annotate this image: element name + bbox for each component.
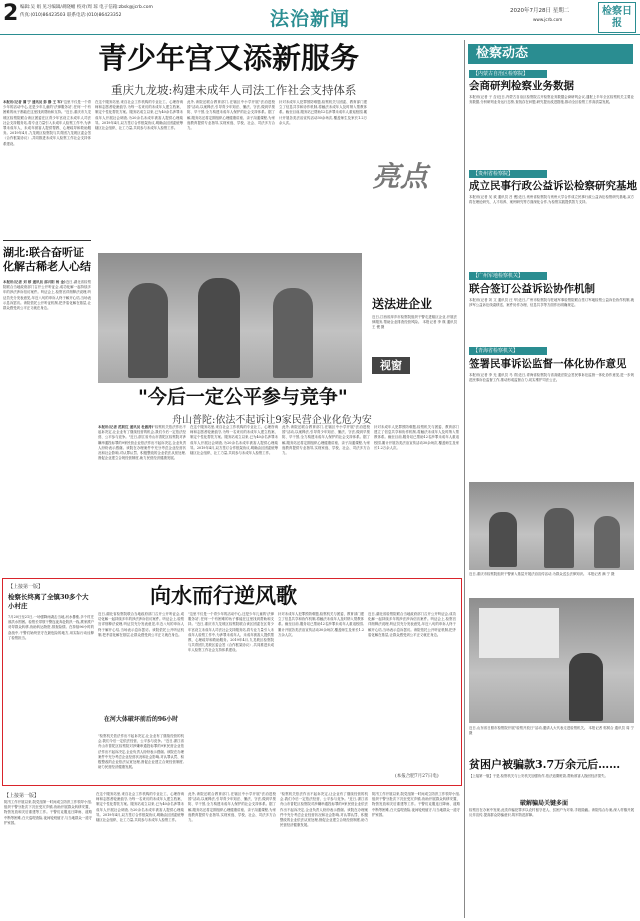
rail-story-title: 贫困户被骗款3.7万余元后…… xyxy=(469,758,621,771)
lead-col4: 针对未成年人犯罪预防难题,检察机关与团委、教育部门建立了信息共享和协作机制,将触法未成年人及时纳入帮教体系。截至目前,服务站已帮助12名涉罪未成年人重返校园,累计开展各类法治宣传活动30余场次,覆盖师生及家长1.2万余人次。 xyxy=(279,100,367,125)
lead-col1-text: "这里不仅是一个青少年的活动中心,还是少年儿童的'法律服务站',任何一个有困难的孩子都能在这里找到帮助和支持。"近日,重庆市九龙坡区检察院联合该区团委在区青少年宫设立未成年人司法社会支持服务站,将专业力量引入未成年人检察工作中,为涉罪未成年人、未成年被害人提供帮教、心理疏导和救助服务。2019年4月,九龙坡区检察院与共青团九龙坡区委会签《合作框架协议》,共同推进未成年人检察工作社会支持体系建设。 xyxy=(3,100,91,146)
mid-col4: 针对未成年人犯罪预防难题,检察机关与团委、教育部门建立了信息共享和协作机制,将触法未成年人及时纳入帮教体系。截至目前,服务站已帮助12名涉罪未成年人重返校园,累计开展各类法治宣传活动30余场次,覆盖师生及家长1.2万余人次。 xyxy=(374,425,459,450)
rail-story-body2: 检察官在办案中发现,此类诈骗犯罪多以农村留守老人、贫困户为对象,手段隐蔽。该院结合办案,深入村镇开展反诈宣传,提高群众防骗意识,筑牢防范屏障。 xyxy=(469,808,634,818)
column-logo: 检察动态 xyxy=(468,44,633,64)
page-number: 2 xyxy=(3,1,19,26)
lead-title: 青少年宫又添新服务 xyxy=(98,41,360,75)
featured-col4: 针对未成年人犯罪预防难题,检察机关与团委、教育部门建立了信息共享和协作机制,将触法未成年人及时纳入帮教体系。截至目前,服务站已帮助12名涉罪未成年人重返校园,累计开展各类法治宣传活动30余场次,覆盖师生及家长1.2万余人次。 xyxy=(278,612,364,637)
rail-title-4: 签署民事诉讼监督一体化协作意见 xyxy=(469,358,627,370)
rail-ribbon-4: 【青海省检察机关】 xyxy=(469,347,547,355)
mid-col3: 此外,该院还联合教育部门,在辖区中小学开展"法治进校园"活动,以案释法,引导青少年知法、懂法、守法,做到早预防、早干预,全力构建未成年人保护的社会支持体系。据了解,服务站还将定期组织心理健康讲座、亲子沟通课程,为家庭教育提供专业指导,实现家庭、学校、社会、司法多方合力。 xyxy=(282,425,370,456)
mid-title: "今后一定公平参与竞争" xyxy=(138,386,348,408)
featured-kicker: 【上接第一版】 xyxy=(8,584,44,590)
bottom-col3: 此外,该院还联合教育部门,在辖区中小学开展"法治进校园"活动,以案释法,引导青少年知法、懂法、守法,做到早预防、早干预,全力构建未成年人保护的社会支持体系。据了解,服务站还将定期组织心理健康讲座、亲子沟通课程,为家庭教育提供专业指导,实现家庭、学校、社会、司法多方合力。 xyxy=(188,792,276,823)
photo-caption: 近日,江西省萍乡市检察院组织干警走进辖区企业,开展法律服务,帮助企业排查经营风险。 本报记者 李 瑛 通讯员 王 俊 摄 xyxy=(372,315,457,330)
rail-ribbon-2: 【贵州省检察院】 xyxy=(469,170,547,178)
lead-col1 xyxy=(3,100,91,235)
rail-photo-1-caption: 近日,重庆市检察院组织干警深入基层开展法治宣传活动,为群众送去法律知识。 本报记者 满 宁 摄 xyxy=(469,572,615,576)
rail-story-subhead: 破解骗局关键多面 xyxy=(520,800,569,807)
section-title: 法治新闻 xyxy=(270,8,351,30)
bottom-col5: 防汛工作开展以来,院党组第一时间成立防汛工作领导小组,组织干警分批次下沉至受灾乡镇,协助开展群众转移安置、物资发放和灾后重建等工作。干警们克服连日降雨、道路中断等困难,白天巡堤查险,夜间轮班值守,与当地群众一道守护家园。 xyxy=(372,792,460,817)
bottom-kicker: 【上接第一版】 xyxy=(4,793,40,799)
featured-col5: 近日,湖北省检察院联合当地政府部门召开公开听证会,成功化解一起持续多年的涉法涉诉信访案件。听证会上,检察官详细释法说理,听证员充分发表意见,年近八旬的申诉人终于解开心结,当场表示息诉罢访。该院依托公开听证机制,把矛盾化解在基层,让群众感受到公平正义就在身边。 xyxy=(368,612,456,637)
mid-body-text: "检察机关依法作出不起诉决定,让企业有了继续经营的机会,我们今后一定依法经营、公平参与竞争。"近日,浙江省舟山市普陀区检察院对涉嫌串通投标罪的9家民营企业依法作出不起诉决定,企业负责人纷纷表示感谢。该院在办理案件中充分考虑企业经营状况和社会影响,对认罪认罚、积极整改的企业依法从宽处理,督促企业建立合规经营制度,助力民营经济健康发展。 xyxy=(98,425,186,461)
rail-title-1: 会商研判检察业务数据 xyxy=(469,80,574,92)
newspaper-seal: 检察日报 xyxy=(598,2,636,33)
rail-body-2: 本报讯(记者 吴 欢 通讯员 吕 俊)近日,贵州省检察院与贵州大学合作成立民事行政公益诉讼检察研究基地,双方将在理论研究、人才培养、案例研究等方面深化合作,为检察实践提供智力支持。 xyxy=(469,195,634,205)
rail-ribbon-3: 【广州军地检察机关】 xyxy=(469,272,547,280)
header-rule xyxy=(0,34,640,35)
rail-title-3: 联合签订公益诉讼协作机制 xyxy=(469,283,595,295)
column-separator xyxy=(464,40,465,918)
featured-col1: 7月20日至21日,一场强降雨袭击当地,河水暴涨,多个村庄被洪水围困。检察长带领干警连夜奔赴防汛一线,挨家挨户劝导群众转移,协助转运物资,排查险情。在持续96小时的奋战中,干警们始终坚守在最危险的地方,用实际行动诠释了检察担当。 xyxy=(8,615,94,640)
rail-story-kicker: 【上接第一版】 xyxy=(469,774,493,778)
rail-story-body: 于是,检察机关与公安机关加强协作,依法追缴赃款,帮助被害人挽回经济损失。 xyxy=(492,774,608,778)
issue-date: 2020年7月28日 星期二 xyxy=(510,8,570,14)
featured-col3: "这里不仅是一个青少年的活动中心,还是少年儿童的'法律服务站',任何一个有困难的孩子都能在这里找到帮助和支持。"近日,重庆市九龙坡区检察院联合该区团委在区青少年宫设立未成年人司法社会支持服务站,将专业力量引入未成年人检察工作中,为涉罪未成年人、未成年被害人提供帮教、心理疏导和救助服务。2019年4月,九龙坡区检察院与共青团九龙坡区委会签《合作框架协议》,共同推进未成年人检察工作社会支持体系建设。 xyxy=(188,612,274,653)
rail-photo-1 xyxy=(469,482,634,570)
site-url[interactable]: www.jcrb.com xyxy=(533,17,563,22)
bottom-col4: "检察机关依法作出不起诉决定,让企业有了继续经营的机会,我们今后一定依法经营、公平参与竞争。"近日,浙江省舟山市普陀区检察院对涉嫌串通投标罪的9家民营企业依法作出不起诉决定,企业负责人纷纷表示感谢。该院在办理案件中充分考虑企业经营状况和社会影响,对认罪认罚、积极整改的企业依法从宽处理,督促企业建立合规经营制度,助力民营经济健康发展。 xyxy=(280,792,368,828)
header-line1: 编辑:吴 娟 见习编辑/胡晓嵋 校对/周 琼 电子信箱:zbsk@jcrb.com xyxy=(20,5,153,10)
highlight-badge: 亮点 xyxy=(372,160,429,193)
lead-col3: 此外,该院还联合教育部门,在辖区中小学开展"法治进校园"活动,以案释法,引导青少年知法、懂法、守法,做到早预防、早干预,全力构建未成年人保护的社会支持体系。据了解,服务站还将定期组织心理健康讲座、亲子沟通课程,为家庭教育提供专业指导,实现家庭、学校、社会、司法多方合力。 xyxy=(187,100,275,131)
header-line2: 传真:(010)86423503 联系电话:(010)86423352 xyxy=(20,13,122,18)
side-title: 湖北:联合奋听证化解古稀老人心结 xyxy=(3,246,91,273)
rail-ribbon-1: 【内蒙古自治区检察院】 xyxy=(469,70,547,78)
featured-col2: 近日,湖北省检察院联合当地政府部门召开公开听证会,成功化解一起持续多年的涉法涉诉信访案件。听证会上,检察官详细释法说理,听证员充分发表意见,年近八旬的申诉人终于解开心结,当场表示息诉罢访。该院依托公开听证机制,把矛盾化解在基层,让群众感受到公平正义就在身边。 xyxy=(98,612,184,637)
rail-photo-2 xyxy=(469,598,634,723)
mid-subtitle: 舟山普陀:依法不起诉让9家民营企业化危为安 xyxy=(172,415,372,426)
lead-subtitle: 重庆九龙坡:构建未成年人司法工作社会支持体系 xyxy=(111,83,357,97)
rail-body-1: 本报讯(记者 子 含)近日,内蒙古自治区检察院召开检察业务数据会商研判会议,通报上半年全区检察机关主要业务数据,分析研判业务运行态势,查找存在问题,研究提出改进措施,推动全区检察工作高质量发展。 xyxy=(469,95,634,105)
lead-photo xyxy=(98,253,362,383)
mid-col2: 在这个服务站里,来自社会工作机构的专业社工、心理咨询师和志愿者轮流值守,为每一名来访的未成年人建立档案、制定个性化帮扶方案。服务站成立以来,已为40余名涉罪未成年人开展社会调查,为20余名未成年被害人提供心理疏导。2019年4月,双方签订合作框架协议,明确由区团委统筹辖区社会组织、社工力量,共同参与未成年人检察工作。 xyxy=(190,425,278,456)
featured-col2b: "检察机关依法作出不起诉决定,让企业有了继续经营的机会,我们今后一定依法经营、公平参与竞争。"近日,浙江省舟山市普陀区检察院对涉嫌串通投标罪的9家民营企业依法作出不起诉决定,企业负责人纷纷表示感谢。该院在办理案件中充分考虑企业经营状况和社会影响,对认罪认罚、积极整改的企业依法从宽处理,督促企业建立合规经营制度,助力民营经济健康发展。 xyxy=(98,734,184,770)
featured-deck: 检察长终离了全镇30多个大小村庄 xyxy=(8,593,89,610)
side-byline: 本报讯(记者 刘 婷 通讯员 邵兴阳 杨 金) xyxy=(3,280,66,284)
featured-title: 向水而行逆风歌 xyxy=(150,583,297,608)
rail-photo-2-caption: 近日,山东省日照市检察院开展"检察开放日"活动,邀请人大代表走进检察机关。 本报记者 郭树合 通讯员 周 宁 摄 xyxy=(469,726,634,736)
side-body-text: 近日,湖北省检察院联合当地政府部门召开公开听证会,成功化解一起持续多年的涉法涉诉信访案件。听证会上,检察官详细释法说理,听证员充分发表意见,年近八旬的申诉人终于解开心结,当场表示息诉罢访。该院依托公开听证机制,把矛盾化解在基层,让群众感受到公平正义就在身边。 xyxy=(3,280,91,311)
lead-col2: 在这个服务站里,来自社会工作机构的专业社工、心理咨询师和志愿者轮流值守,为每一名来访的未成年人建立档案、制定个性化帮扶方案。服务站成立以来,已为40余名涉罪未成年人开展社会调查,为20余名未成年被害人提供心理疏导。2019年4月,双方签订合作框架协议,明确由区团委统筹辖区社会组织、社工力量,共同参与未成年人检察工作。 xyxy=(95,100,183,131)
mid-byline: 本报讯(记者 范跃红 通讯员 杜毅涛) xyxy=(98,425,154,429)
window-badge: 视窗 xyxy=(372,357,410,374)
rail-story-kicker-body xyxy=(469,774,634,796)
featured-subhead: 在河大体破坏前后的96小时 xyxy=(103,716,179,723)
photo-label: 送法进企业 xyxy=(372,297,433,311)
lead-byline: 本报讯(记者 满 宁 通讯员 彭 静 王 军) xyxy=(3,100,63,104)
header-editors xyxy=(20,4,220,20)
rail-body-4: 本报讯(记者 李 光 通讯员 马 青)近日,青海省检察院与省高级法院会签民事诉讼监督一体化协作意见,进一步规范民事诉讼监督工作,推动形成监督合力,切实维护司法公正。 xyxy=(469,373,634,383)
side-rule xyxy=(3,240,91,241)
rail-body-3: 本报讯(记者 刘 文 通讯员 汪 华)近日,广州市检察院与驻地军事检察院联合签订军地检察公益诉讼协作机制,就涉军公益诉讼线索移送、案件协作办理、信息共享等方面作出明确规定。 xyxy=(469,298,634,308)
bottom-col2: 在这个服务站里,来自社会工作机构的专业社工、心理咨询师和志愿者轮流值守,为每一名来访的未成年人建立档案、制定个性化帮扶方案。服务站成立以来,已为40余名涉罪未成年人开展社会调查,为20余名未成年被害人提供心理疏导。2019年4月,双方签订合作框架协议,明确由区团委统筹辖区社会组织、社工力量,共同参与未成年人检察工作。 xyxy=(96,792,184,823)
mid-col1 xyxy=(98,425,186,570)
rail-title-2: 成立民事行政公益诉讼检察研究基地 xyxy=(469,180,637,192)
featured-end: (本报合肥7月27日电) xyxy=(395,774,439,779)
side-body xyxy=(3,280,91,580)
bottom-col1: 防汛工作开展以来,院党组第一时间成立防汛工作领导小组,组织干警分批次下沉至受灾乡镇,协助开展群众转移安置、物资发放和灾后重建等工作。干警们克服连日降雨、道路中断等困难,白天巡堤查险,夜间轮班值守,与当地群众一道守护家园。 xyxy=(4,800,92,825)
